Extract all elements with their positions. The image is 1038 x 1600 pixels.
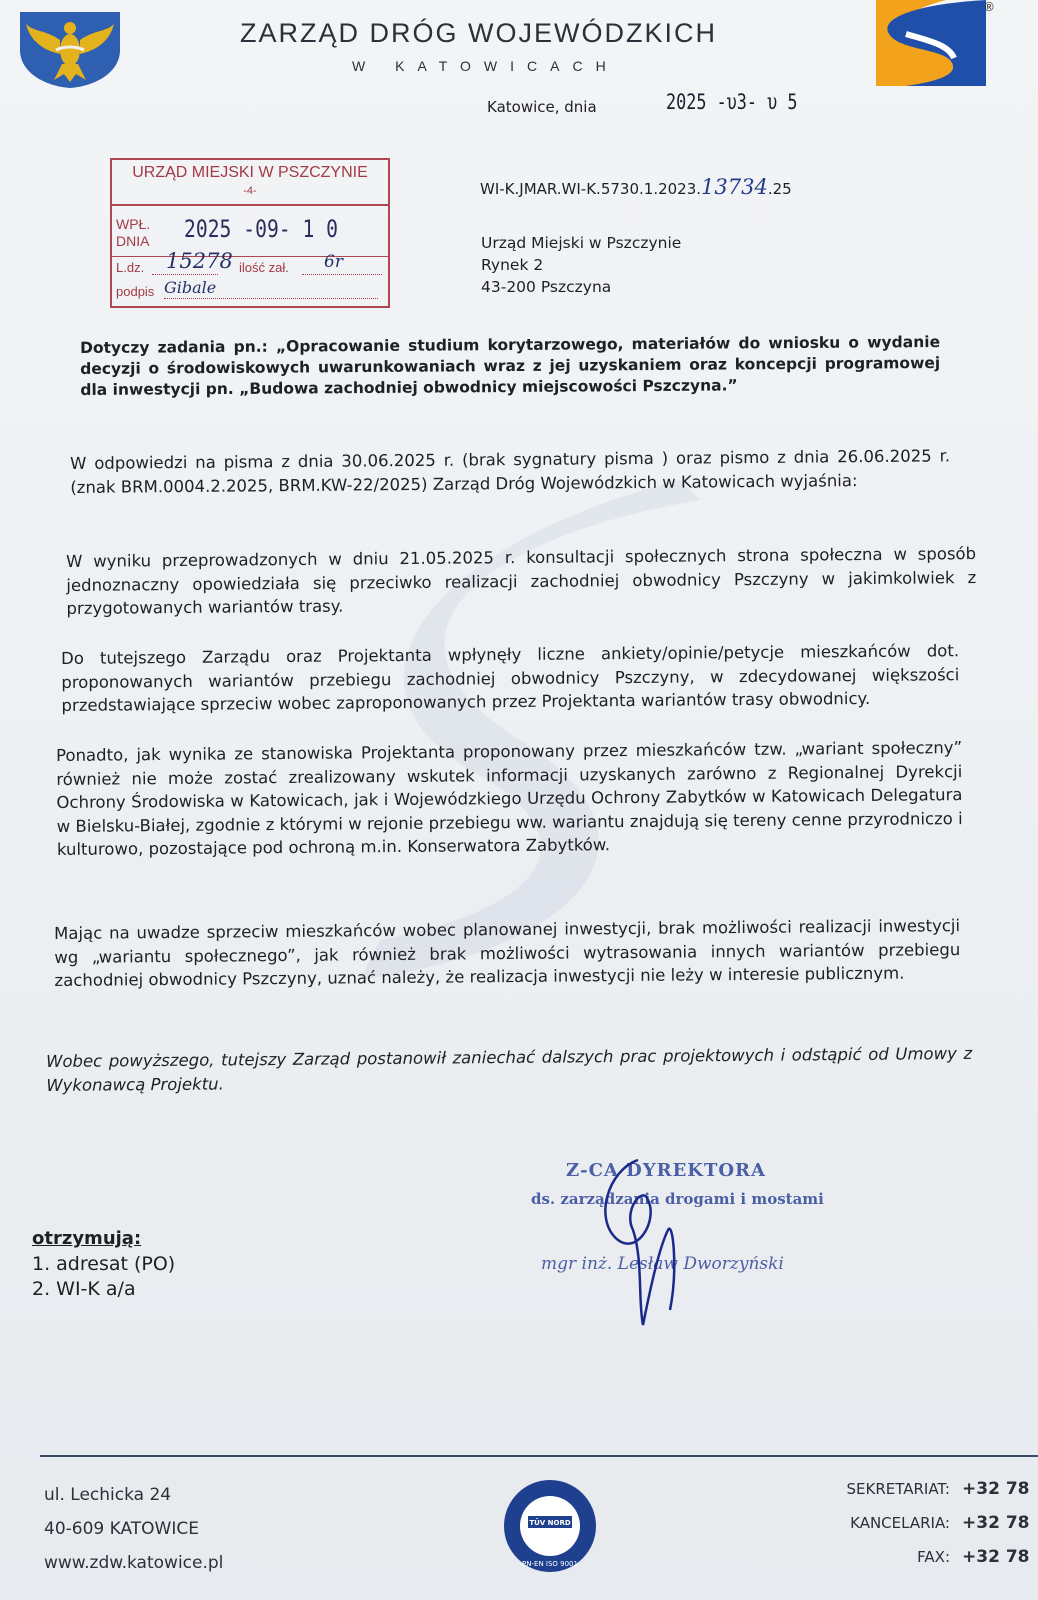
stamp-ilosc-label: ilość zał. — [239, 260, 289, 275]
reference-number — [480, 175, 792, 199]
date-label: Katowice, dnia — [487, 98, 597, 116]
stamp-divider — [112, 256, 388, 257]
addressee-line: 43-200 Pszczyna — [481, 278, 612, 296]
addressee-block — [481, 232, 681, 298]
reference-suffix: .25 — [767, 180, 792, 198]
reference-handwritten-number: 13734 — [701, 175, 768, 199]
body-paragraph-2: W wyniku przeprowadzonych w dniu 21.05.2025 r. konsultacji społecznych strona społeczna w sposób jednoznaczny opowiedziała się przeciwko realizacji zachodniej obwodnicy Pszczyny w jakimkolwiek z przygotowanych wariantów trasy. — [66, 544, 977, 618]
recipient-item: 2. WI-K a/a — [32, 1278, 136, 1300]
footer-city: 40-609 KATOWICE — [44, 1519, 199, 1539]
stamp-subtitle: -4- — [243, 185, 257, 197]
organization-name: ZARZĄD DRÓG WOJEWÓDZKICH — [240, 18, 717, 48]
registered-mark: ® — [983, 0, 995, 14]
stamp-dotted-line — [302, 274, 382, 275]
letter-subject: Dotyczy zadania pn.: „Opracowanie studium korytarzowego, materiałów do wniosku o wydanie decyzji o środowiskowych uwarunkowaniach wraz z jej uzyskaniem oraz koncepcji programowej dla inwestycji pn. „Budowa zachodniej obwodnicy miejscowości Pszczyna.” — [80, 332, 941, 399]
incoming-stamp — [110, 158, 390, 308]
svg-text:TÜV NORD: TÜV NORD — [529, 1519, 571, 1527]
body-paragraph-5: Mając na uwadze sprzeciw mieszkańców wobec planowanej inwestycji, brak możliwości realizacji inwestycji wg „wariantu społecznego”, jak również brak możliwości wytrasowania innych wariantów przebiegu zachodniej obwodnicy Pszczyny, uznać należy, że realizacja inwestycji nie leży w interesie publicznym. — [54, 916, 961, 990]
footer-contact-labels — [820, 1472, 950, 1574]
body-paragraph-3: Do tutejszego Zarządu oraz Projektanta wpłynęły liczne ankiety/opinie/petycje mieszkańców dot. proponowanych wariantów przebiegu zachodniej obwodnicy Pszczyny, w zdecydowanej większości przedstawiające sprzeciw wobec zaproponowanych przez Projektanta wariantów trasy obwodnicy. — [61, 641, 960, 715]
contact-number: +32 78 — [962, 1547, 1030, 1567]
contact-label: KANCELARIA: — [850, 1514, 950, 1532]
zdw-logo-icon — [876, 0, 986, 86]
addressee-line: Rynek 2 — [481, 256, 544, 274]
coat-of-arms-icon — [16, 10, 124, 88]
addressee-line: Urząd Miejski w Pszczynie — [481, 234, 682, 252]
stamp-dotted-line — [164, 298, 378, 299]
signature-role: ds. zarządzania drogami i mostami — [531, 1190, 824, 1208]
handwritten-signature — [598, 1130, 698, 1330]
body-paragraph-4: Ponadto, jak wynika ze stanowiska Projektanta proponowany przez mieszkańców tzw. „wariant społeczny” również nie może zostać zrealizowany wskutek informacji uzyskanych zarówno z Regionalnej Dyrekcji Ochrony Środowiska w Katowicach, jak i Wojewódzkiego Urzędu Ochrony Zabytków w Katowicach Delegatura w Bielsku-Białej, zgodnie z którymi w rejonie przebiegu ww. wariantu znajdują się tereny cenne przyrodniczo i kulturowo, pozostające pod ochroną m.in. Konserwatora Zabytków. — [56, 738, 963, 859]
signature-title: Z-CA DYREKTORA — [566, 1160, 766, 1181]
footer-address — [44, 1478, 223, 1580]
contact-number: +32 78 — [962, 1513, 1030, 1533]
stamp-date: 2025 -09- 1 0 — [184, 215, 339, 243]
contact-number: +32 78 — [962, 1479, 1030, 1499]
date-value: 2025 -υ3- υ 5 — [666, 90, 798, 114]
stamp-title: URZĄD MIEJSKI W PSZCZYNIE — [132, 164, 368, 181]
organization-city: W KATOWICACH — [352, 58, 619, 74]
footer-contact-numbers — [962, 1472, 1029, 1574]
footer-street: ul. Lechicka 24 — [44, 1485, 172, 1505]
stamp-ilosc-value: 6r — [324, 252, 343, 272]
contact-label: SEKRETARIAT: — [846, 1480, 950, 1498]
tuv-certification-seal-icon — [502, 1478, 598, 1574]
stamp-ldz-label: L.dz. — [116, 260, 145, 275]
stamp-dotted-line — [152, 274, 218, 275]
footer-website: www.zdw.katowice.pl — [44, 1553, 224, 1573]
recipients-list — [32, 1252, 175, 1302]
stamp-divider — [112, 204, 388, 206]
signature-name: mgr inż. Lesław Dworzyński — [541, 1254, 784, 1274]
footer-divider — [40, 1455, 1038, 1457]
stamp-ldz-value: 15278 — [166, 249, 233, 273]
stamp-wpl-label: WPŁ. DNIA — [116, 216, 151, 249]
reference-prefix: WI-K.JMAR.WI-K.5730.1.2023. — [480, 180, 702, 198]
body-paragraph-6: Wobec powyższego, tutejszy Zarząd postanowił zaniechać dalszych prac projektowych i odstąpić od Umowy z Wykonawcą Projektu. — [46, 1043, 973, 1095]
stamp-podpis-label: podpis — [116, 284, 155, 299]
body-paragraph-1: W odpowiedzi na pisma z dnia 30.06.2025 r. (brak sygnatury pisma ) oraz pismo z dnia 26.06.2025 r. (znak BRM.0004.2.2025, BRM.KW-22/2025) Zarząd Dróg Wojewódzkich w Katowicach wyjaśnia: — [70, 446, 951, 497]
recipients-title: otrzymują: — [32, 1228, 142, 1249]
stamp-podpis-value: Gibale — [164, 278, 217, 297]
recipient-item: 1. adresat (PO) — [32, 1253, 176, 1275]
contact-label: FAX: — [917, 1548, 950, 1566]
svg-text:PN-EN ISO 9001: PN-EN ISO 9001 — [522, 1560, 578, 1568]
